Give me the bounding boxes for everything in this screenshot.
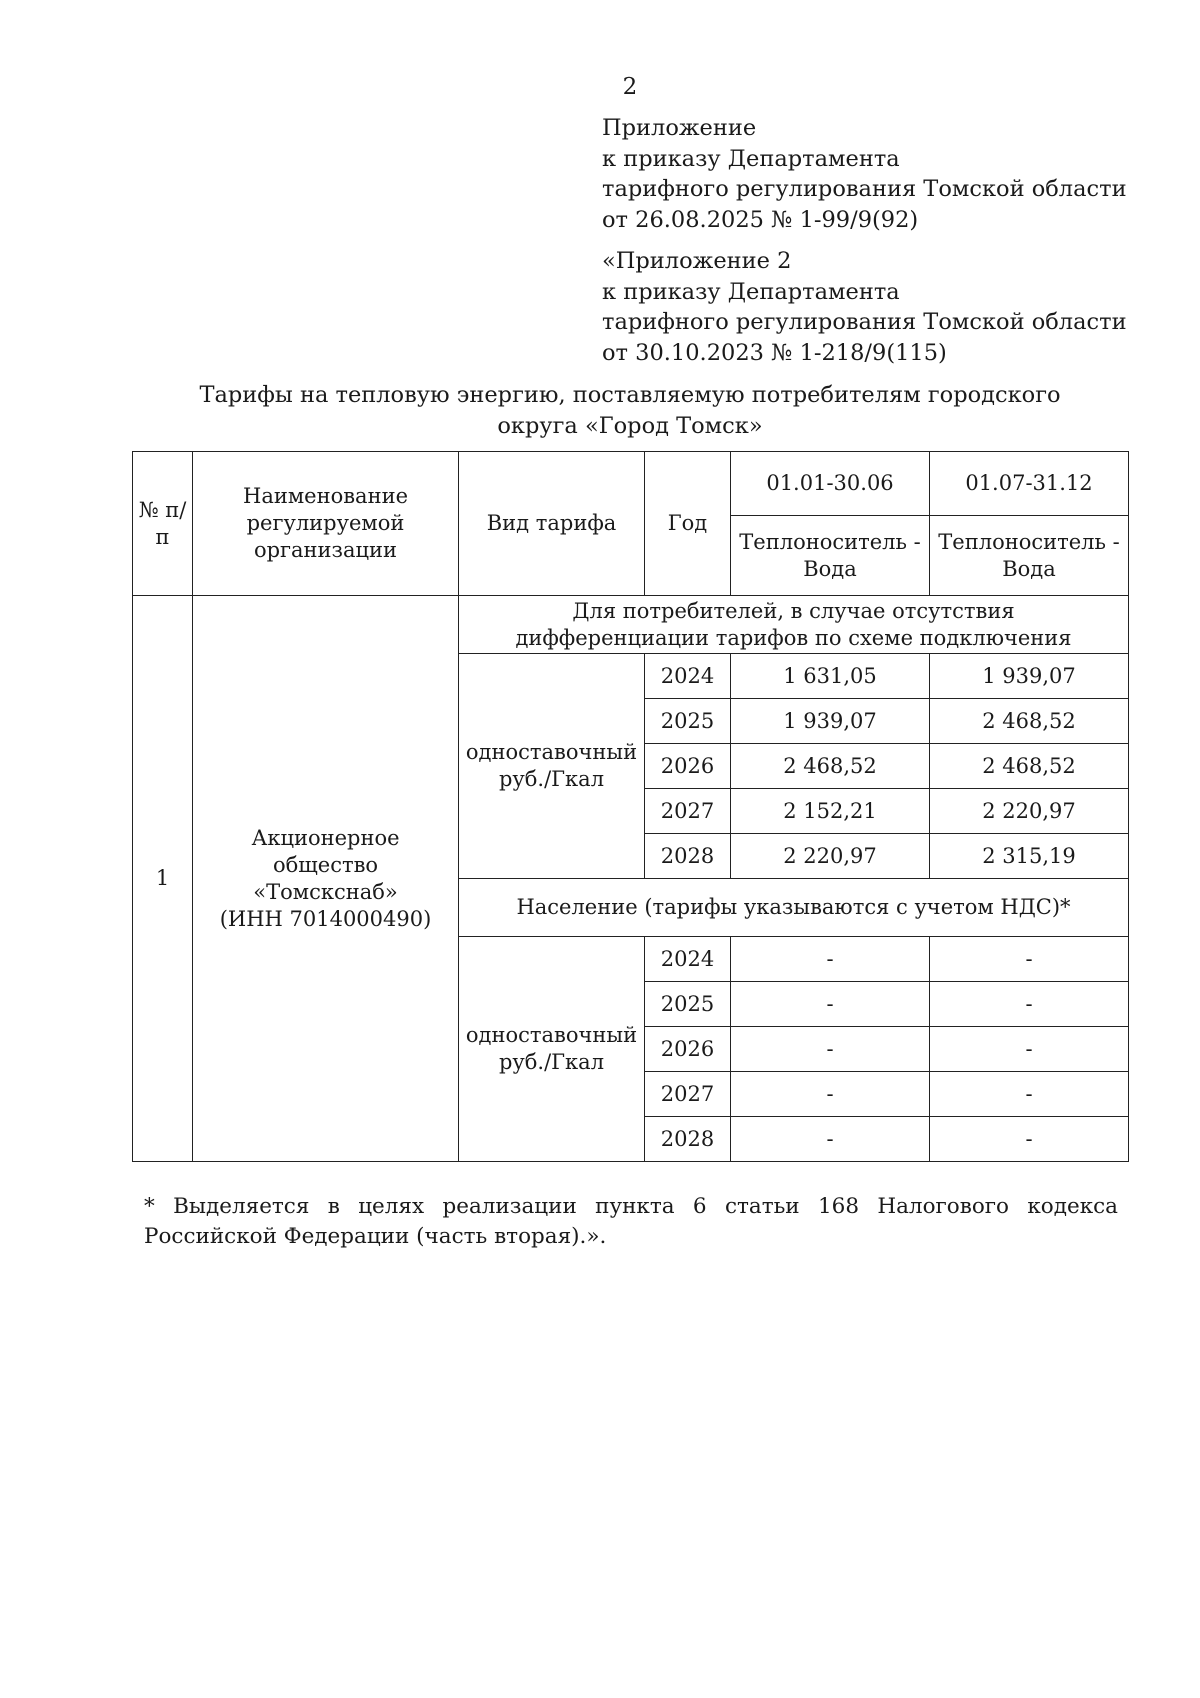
value-period-1: - [731,937,930,982]
value-period-1: 1 631,05 [731,654,930,699]
appendix-line: «Приложение 2 [602,248,792,274]
value-period-2: - [930,1117,1129,1162]
header-tariff-type: Вид тарифа [459,452,645,596]
value-period-2: - [930,1027,1129,1072]
title-line-1: Тарифы на тепловую энергию, поставляемую потребителям городского [199,382,1061,408]
value-period-1: - [731,1117,930,1162]
organization-name [193,596,459,1162]
footnote: * Выделяется в целях реализации пункта 6 статьи 168 Налогового кодекса Российской Федерации (часть вторая).». [144,1194,1118,1249]
section-title-row [133,596,1129,654]
value-period-1: - [731,982,930,1027]
year-cell: 2026 [645,1027,731,1072]
value-period-2: 2 468,52 [930,699,1129,744]
value-period-1: 2 152,21 [731,789,930,834]
year-cell: 2026 [645,744,731,789]
appendix-2-header [602,246,1127,368]
value-period-2: - [930,982,1129,1027]
appendix-line: от 30.10.2023 № 1-218/9(115) [602,339,947,366]
tariff-table [132,451,1129,1162]
section-title: Население (тарифы указываются с учетом НДС)* [459,879,1129,937]
tariff-unit-line: руб./Гкал [498,1050,605,1074]
title-line-2: округа «Город Томск» [497,412,763,439]
value-period-1: 2 220,97 [731,834,930,879]
appendix-line: к приказу Департамента [602,278,900,305]
appendix-line: Приложение [602,115,757,141]
header-num: № п/п [133,452,193,596]
appendix-line: от 26.08.2025 № 1-99/9(92) [602,206,919,233]
value-period-2: - [930,937,1129,982]
year-cell: 2028 [645,1117,731,1162]
document-title [132,380,1128,441]
header-carrier-1: Теплоноситель - Вода [731,516,930,596]
appendix-line: тарифного регулирования Томской области [602,176,1127,202]
table-header-row [133,452,1129,516]
year-cell: 2027 [645,789,731,834]
value-period-2: 2 468,52 [930,744,1129,789]
appendix-header [602,113,1127,235]
value-period-2: - [930,1072,1129,1117]
organization-line: «Томскснаб» [253,879,398,904]
year-cell: 2028 [645,834,731,879]
organization-line: Акционерное общество [251,825,400,877]
page-number: 2 [622,74,638,100]
appendix-line: к приказу Департамента [602,145,900,172]
header-year: Год [645,452,731,596]
value-period-1: 1 939,07 [731,699,930,744]
header-carrier-2: Теплоноситель - Вода [930,516,1129,596]
value-period-2: 2 220,97 [930,789,1129,834]
tariff-type-cell [459,937,645,1162]
organization-line: (ИНН 7014000490) [219,906,432,931]
value-period-1: 2 468,52 [731,744,930,789]
year-cell: 2024 [645,937,731,982]
header-period-1: 01.01-30.06 [731,452,930,516]
tariff-type-line: одноставочный [465,740,638,764]
header-period-2: 01.07-31.12 [930,452,1129,516]
tariff-type-line: одноставочный [465,1023,638,1047]
row-number: 1 [133,596,193,1162]
value-period-2: 1 939,07 [930,654,1129,699]
year-cell: 2025 [645,982,731,1027]
value-period-1: - [731,1072,930,1117]
value-period-1: - [731,1027,930,1072]
tariff-type-cell [459,654,645,879]
tariff-unit-line: руб./Гкал [498,767,605,791]
year-cell: 2025 [645,699,731,744]
appendix-line: тарифного регулирования Томской области [602,309,1127,335]
year-cell: 2024 [645,654,731,699]
header-organization: Наименование регулируемой организации [193,452,459,596]
year-cell: 2027 [645,1072,731,1117]
section-title: Для потребителей, в случае отсутствия дифференциации тарифов по схеме подключения [459,596,1129,654]
value-period-2: 2 315,19 [930,834,1129,879]
